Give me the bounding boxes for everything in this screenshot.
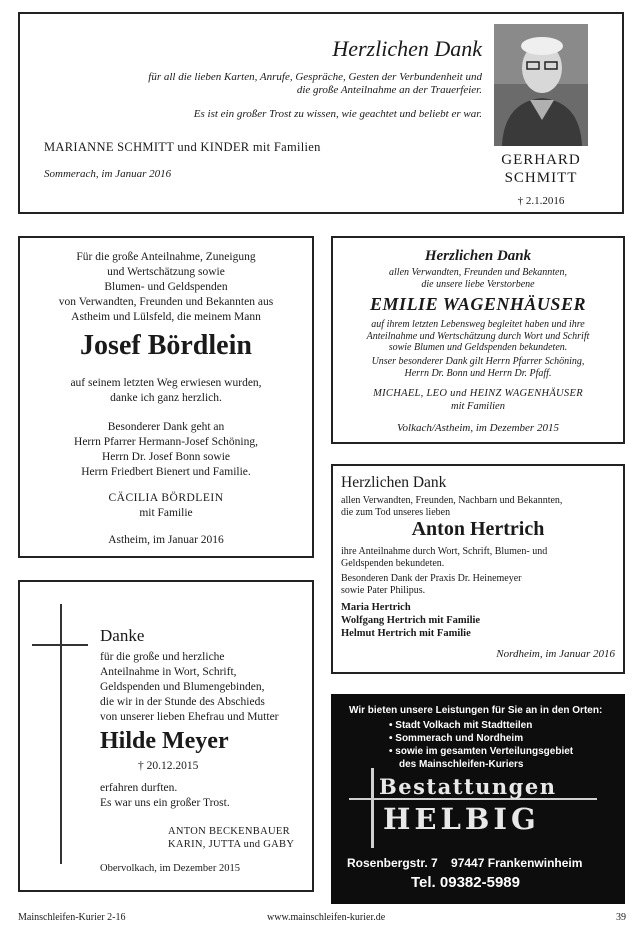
notice-body — [20, 420, 312, 480]
ad-bullet-item — [389, 719, 573, 732]
notice-text: Astheim und Lülsfeld, die meinem Mann — [71, 311, 261, 323]
ad-brand-name: HELBIG — [383, 802, 540, 836]
ad-bullet-item — [389, 732, 573, 745]
notice-signer: Maria Hertrich — [341, 602, 411, 613]
notice-text: und Wertschätzung sowie — [107, 266, 225, 278]
notice-text: Anteilnahme und Wertschätzung durch Wort und Schrift — [366, 330, 590, 342]
ad-cross-icon — [371, 768, 374, 848]
notice-body — [333, 319, 623, 354]
notice-hilde-meyer — [18, 580, 314, 892]
footer-page-number: 39 — [616, 912, 626, 923]
notice-text: für all die lieben Karten, Anrufe, Gespräche, Gesten der Verbundenheit und — [148, 71, 482, 83]
notice-signers: MARIANNE SCHMITT und KINDER mit Familien — [44, 140, 321, 154]
bullet-icon: • — [389, 746, 396, 757]
notice-text: Herrn Friedbert Bienert und Familie. — [81, 466, 251, 478]
notice-signer: KARIN, JUTTA und GABY — [168, 839, 295, 850]
notice-text: Geldspenden bekundeten. — [341, 558, 445, 569]
notice-body — [20, 250, 312, 325]
cross-icon — [60, 604, 62, 864]
deceased-name: Hilde Meyer — [100, 728, 229, 754]
notice-title: Herzlichen Dank — [332, 36, 482, 61]
notice-text: die wir in der Stunde des Abschieds — [100, 696, 265, 708]
notice-text: allen Verwandten, Freunden und Bekannten, — [389, 267, 567, 278]
ad-brand-title: Bestattungen — [379, 774, 557, 799]
notice-text: auf ihrem letzten Lebensweg begleitet haben und ihre — [371, 319, 585, 330]
bullet-icon: • — [389, 720, 396, 731]
notice-place-date: Nordheim, im Januar 2016 — [496, 648, 615, 660]
notice-text: die unsere liebe Verstorbene — [421, 279, 535, 290]
notice-text: von unserer lieben Ehefrau und Mutter — [100, 711, 279, 723]
notice-body — [333, 356, 623, 379]
portrait-photo — [494, 24, 588, 146]
notice-text: für die große und herzliche — [100, 651, 225, 663]
ad-bullet-text: Sommerach und Nordheim — [395, 733, 524, 744]
notice-title: Herzlichen Dank — [424, 248, 532, 264]
notice-text: ihre Anteilnahme durch Wort, Schrift, Blumen- und — [341, 546, 548, 557]
notice-text: danke ich ganz herzlich. — [110, 392, 222, 404]
deceased-name: EMILIE WAGENHÄUSER — [370, 294, 586, 314]
deceased-name: Josef Bördlein — [80, 330, 252, 361]
notice-text: die große Anteilnahme an der Trauerfeier. — [296, 84, 482, 96]
ad-bullet-item — [389, 745, 573, 758]
notice-place-date: Sommerach, im Januar 2016 — [44, 168, 172, 180]
notice-text: erfahren durften. — [100, 782, 178, 794]
notice-text: Besonderer Dank geht an — [107, 421, 225, 433]
notice-text: Anteilnahme in Wort, Schrift, — [100, 666, 237, 678]
notice-text: sowie Blumen und Geldspenden bekundeten. — [388, 342, 568, 353]
notice-signer: CÄCILIA BÖRDLEIN — [108, 492, 224, 504]
deceased-first-name: GERHARD — [501, 152, 581, 168]
ad-bestattungen-helbig — [331, 694, 625, 904]
death-date: † 20.12.2015 — [138, 760, 199, 772]
notice-signer: Wolfgang Hertrich mit Familie — [341, 615, 481, 626]
notice-place-date: Astheim, im Januar 2016 — [108, 534, 224, 546]
notice-signers-family: mit Familien — [451, 401, 505, 412]
ad-intro: Wir bieten unsere Leistungen für Sie an in den Orten: — [349, 705, 603, 716]
notice-text: Herrn Dr. Josef Bonn sowie — [101, 451, 231, 463]
footer-website[interactable]: www.mainschleifen-kurier.de — [267, 912, 386, 923]
notice-anton-hertrich — [331, 464, 625, 674]
deceased-last-name: SCHMITT — [504, 170, 578, 186]
notice-signer: ANTON BECKENBAUER — [168, 826, 290, 837]
notice-signers: MICHAEL, LEO und HEINZ WAGENHÄUSER — [373, 388, 583, 399]
notice-text: Geldspenden und Blumengebinden, — [100, 681, 265, 693]
notice-text: Es ist ein großer Trost zu wissen, wie geachtet und beliebt er war. — [193, 108, 482, 120]
notice-text: Herrn Dr. Bonn und Herrn Dr. Pfaff. — [404, 367, 552, 379]
notice-signer: Helmut Hertrich mit Familie — [341, 628, 471, 639]
notice-text: sowie Pater Philipus. — [341, 585, 426, 596]
ad-phone: Tel. 09382-5989 — [411, 874, 520, 891]
ad-bullet-list — [389, 719, 573, 771]
notice-text: die zum Tod unseres lieben — [341, 507, 451, 518]
notice-text: Blumen- und Geldspenden — [104, 281, 228, 293]
cross-bar — [32, 644, 88, 646]
notice-text: Es war uns ein großer Trost. — [100, 797, 230, 809]
notice-text: Für die große Anteilnahme, Zuneigung — [76, 251, 256, 263]
notice-gerhard-schmitt — [18, 12, 624, 214]
footer-publication: Mainschleifen-Kurier 2-16 — [18, 912, 126, 923]
death-date: † 2.1.2016 — [517, 195, 565, 207]
ad-bullet-text: sowie im gesamten Verteilungsgebiet — [395, 746, 574, 757]
notice-body — [100, 650, 279, 725]
notice-title: Danke — [100, 626, 145, 645]
ad-bullet-text: Stadt Volkach mit Stadtteilen — [395, 720, 533, 731]
notice-text: von Verwandten, Freunden und Bekannten aus — [58, 296, 274, 308]
bullet-icon: • — [389, 733, 396, 744]
notice-text: Besonderen Dank der Praxis Dr. Heinemeyer — [341, 573, 522, 584]
notice-text: Herrn Pfarrer Hermann-Josef Schöning, — [74, 436, 258, 448]
deceased-name: Anton Hertrich — [411, 518, 545, 540]
ad-bullet-item — [389, 758, 573, 771]
ad-address: Rosenbergstr. 7 97447 Frankenwinheim — [347, 856, 583, 870]
notice-text: Unser besonderer Dank gilt Herrn Pfarrer Schöning, — [371, 356, 585, 367]
notice-emilie-wagenhaeuser — [331, 236, 625, 444]
notice-title: Herzlichen Dank — [341, 474, 447, 491]
notice-signer-family: mit Familie — [139, 507, 193, 519]
notice-place-date: Volkach/Astheim, im Dezember 2015 — [397, 422, 559, 434]
portrait-image — [494, 24, 588, 146]
notice-text: allen Verwandten, Freunden, Nachbarn und Bekannten, — [341, 495, 563, 506]
notice-place-date: Obervolkach, im Dezember 2015 — [100, 863, 240, 874]
notice-josef-boerdlein — [18, 236, 314, 558]
notice-body — [20, 376, 312, 406]
ad-bullet-text: des Mainschleifen-Kuriers — [399, 759, 524, 770]
notice-text: auf seinem letzten Weg erwiesen wurden, — [70, 377, 262, 389]
